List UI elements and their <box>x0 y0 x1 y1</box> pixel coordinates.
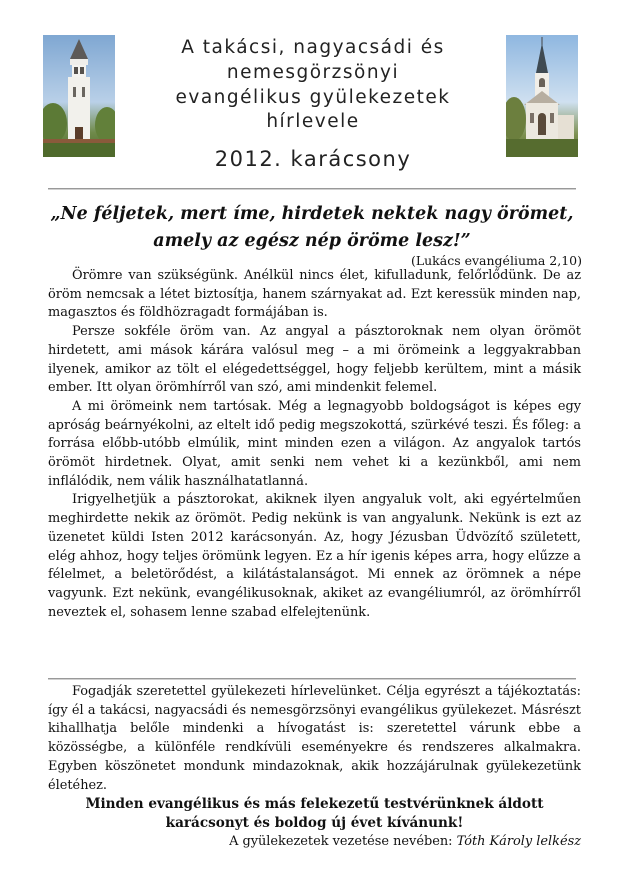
article-paragraph: A mi örömeink nem tartósak. Még a legnagyobb boldogságot is képes egy apróság beárnyékolni, az eltelt idő pedig megszokottá, szürkévé teszi. És főleg: a forrása előbb-utóbb elmúlik, mint minden ezen a világon. Az angyalok tartós örömöt hirdetnek. Olyat, amit senki nem vehet ki a kezünkből, ami nem inflálódik, nem válik használhatatlanná. <box>48 398 581 489</box>
signature-prefix: A gyülekezetek vezetése nevében: <box>229 834 453 850</box>
signature-name: Tóth Károly lelkész <box>456 834 581 850</box>
divider <box>48 188 576 190</box>
divider <box>48 678 576 680</box>
newsletter-title-line: A takácsi, nagyacsádi és <box>181 37 445 58</box>
bible-quote-line: „Ne féljetek, mert íme, hirdetek nektek nagy örömet, <box>50 204 574 224</box>
article-paragraph: Irigyelhetjük a pásztorokat, akiknek ilyen angyaluk volt, aki egyértelműen meghirdette nekik az örömöt. Pedig nekünk is van angyalunk. Nekünk is ezt az üzenetet küldi Isten 2012 karácsonyán. Az, hogy Jézusban Üdvözítő született, elég ahhoz, hogy teljes örömünk legyen. Ez a hír igenis képes arra, hogy elűzze a félelmet, a beletörődést, a kilátástalanságot. Mi ennek az örömnek a népe vagyunk. Ezt nekünk, evangélikusoknak, akiket az evangéliumról, az örömhírről neveztek el, sohasem lenne szabad elfelejtenünk. <box>48 492 581 620</box>
signature <box>48 833 581 852</box>
greeting-paragraph: Fogadják szeretettel gyülekezeti hírlevelünket. Célja egyrészt a tájékoztatás: így él a takácsi, nagyacsádi és nemesgörzsönyi evangélikus gyülekezet. Másrészt kihallhatja belőle mindenki a hívogatást is: szeretettel várunk ebbe a közösségbe, a különféle rendkívüli eseményekre és rendszeres alkalmakra. Egyben köszönetet mondunk mindazoknak, akik hozzájárulnak gyülekezetünk életéhez. <box>48 684 581 793</box>
quote-reference: (Lukács evangéliuma 2,10) <box>410 253 582 268</box>
newsletter-title-line: hírlevele <box>266 111 360 132</box>
church-photo <box>506 35 578 157</box>
bible-quote-line: amely az egész nép öröme lesz!” <box>153 231 471 251</box>
article-paragraph: Örömre van szükségünk. Anélkül nincs élet, kifulladunk, felőrlődünk. De az öröm nemcsak a létet biztosítja, hanem szárnyakat ad. Ezt keressük minden nap, magasztos és földhözragadt formájában is. <box>48 268 581 321</box>
newsletter-title-line: nemesgörzsönyi <box>226 62 400 83</box>
holiday-wish: Minden evangélikus és más felekezetű testvérünknek áldott karácsonyt és boldog új évet kívánunk! <box>85 796 544 832</box>
greeting-section <box>48 683 581 852</box>
bell-tower-photo <box>43 35 115 157</box>
newsletter-title-line: evangélikus gyülekezetek <box>175 87 451 108</box>
article-paragraph: Persze sokféle öröm van. Az angyal a pásztoroknak nem olyan örömöt hirdetett, ami mások kárára valósul meg – a mi örömeink a leggyakrabban ilyenek, amikor az tölt el elégedettséggel, hogy feljebb kerültem, mint a másik ember. Itt olyan örömhírről van szó, ami mindenkit felemel. <box>48 324 581 396</box>
article-body <box>48 267 581 622</box>
issue-date: 2012. karácsony <box>214 147 412 171</box>
